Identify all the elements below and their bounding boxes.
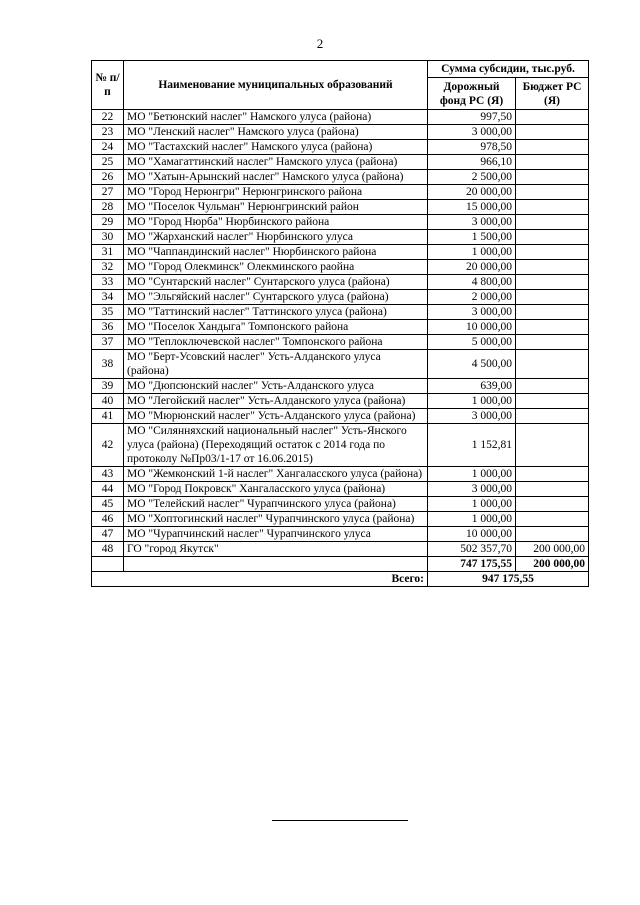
table-row [92, 200, 589, 215]
table-row [92, 335, 589, 350]
municipality-name: МО "Чаппандинский наслег" Нюрбинского района [124, 245, 428, 260]
budget-value [516, 290, 589, 305]
header-subsidy: Сумма субсидии, тыс.руб. [428, 61, 589, 78]
row-number: 27 [92, 185, 124, 200]
municipality-name: МО "Хоптогинский наслег" Чурапчинского улуса (района) [124, 512, 428, 527]
budget-value [516, 335, 589, 350]
road-fund-value: 1 000,00 [428, 394, 516, 409]
budget-value [516, 379, 589, 394]
header-budget: Бюджет РС (Я) [516, 78, 589, 110]
table-row [92, 424, 589, 467]
budget-value [516, 215, 589, 230]
budget-value [516, 320, 589, 335]
total-budget: 200 000,00 [516, 557, 589, 572]
table-row [92, 140, 589, 155]
budget-value: 200 000,00 [516, 542, 589, 557]
table-row [92, 305, 589, 320]
municipality-name: МО "Поселок Хандыга" Томпонского района [124, 320, 428, 335]
budget-value [516, 394, 589, 409]
road-fund-value: 5 000,00 [428, 335, 516, 350]
row-number: 40 [92, 394, 124, 409]
road-fund-value: 3 000,00 [428, 305, 516, 320]
budget-value [516, 424, 589, 467]
municipality-name: МО "Сунтарский наслег" Сунтарского улуса (района) [124, 275, 428, 290]
budget-value [516, 125, 589, 140]
header-name: Наименование муниципальных образований [124, 61, 428, 110]
subsidy-table [91, 60, 589, 587]
road-fund-value: 997,50 [428, 110, 516, 125]
table-row [92, 497, 589, 512]
budget-value [516, 512, 589, 527]
row-number: 34 [92, 290, 124, 305]
road-fund-value: 3 000,00 [428, 409, 516, 424]
table-row [92, 170, 589, 185]
municipality-name: МО "Жарханский наслег" Нюрбинского улуса [124, 230, 428, 245]
totals-num-cell [92, 557, 124, 572]
road-fund-value: 20 000,00 [428, 260, 516, 275]
road-fund-value: 1 000,00 [428, 245, 516, 260]
row-number: 48 [92, 542, 124, 557]
municipality-name: МО "Поселок Чульман" Нерюнгринский район [124, 200, 428, 215]
municipality-name: МО "Бетюнский наслег" Намского улуса (района) [124, 110, 428, 125]
municipality-name: МО "Город Покровск" Хангаласского улуса (района) [124, 482, 428, 497]
municipality-name: МО "Город Нюрба" Нюрбинского района [124, 215, 428, 230]
budget-value [516, 110, 589, 125]
budget-value [516, 467, 589, 482]
table-row [92, 185, 589, 200]
budget-value [516, 527, 589, 542]
table-row [92, 215, 589, 230]
municipality-name: МО "Мюрюнский наслег" Усть-Алданского улуса (района) [124, 409, 428, 424]
municipality-name: МО "Город Олекминск" Олекминского раойна [124, 260, 428, 275]
municipality-name: МО "Берт-Усовский наслег" Усть-Алданского улуса (района) [124, 350, 428, 379]
grand-total-value: 947 175,55 [428, 572, 589, 587]
header-road-fund: Дорожный фонд РС (Я) [428, 78, 516, 110]
road-fund-value: 3 000,00 [428, 215, 516, 230]
municipality-name: МО "Теплоключевской наслег" Томпонского района [124, 335, 428, 350]
municipality-name: МО "Хатын-Арынский наслег" Намского улуса (района) [124, 170, 428, 185]
table-row [92, 409, 589, 424]
budget-value [516, 482, 589, 497]
road-fund-value: 10 000,00 [428, 320, 516, 335]
road-fund-value: 1 152,81 [428, 424, 516, 467]
row-number: 41 [92, 409, 124, 424]
table-row [92, 542, 589, 557]
row-number: 24 [92, 140, 124, 155]
budget-value [516, 230, 589, 245]
row-number: 23 [92, 125, 124, 140]
municipality-name: МО "Силянняхский национальный наслег" Усть-Янского улуса (района) (Переходящий остаток с 2014 года по протоколу №Пр03/1-17 от 16.06.2015) [124, 424, 428, 467]
road-fund-value: 1 000,00 [428, 467, 516, 482]
municipality-name: МО "Эльгяйский наслег" Сунтарского улуса (района) [124, 290, 428, 305]
table-row [92, 230, 589, 245]
road-fund-value: 502 357,70 [428, 542, 516, 557]
road-fund-value: 978,50 [428, 140, 516, 155]
municipality-name: МО "Телейский наслег" Чурапчинского улуса (района) [124, 497, 428, 512]
table-row [92, 275, 589, 290]
row-number: 31 [92, 245, 124, 260]
table-body [92, 110, 589, 557]
municipality-name: МО "Город Нерюнгри" Нерюнгринского района [124, 185, 428, 200]
row-number: 44 [92, 482, 124, 497]
road-fund-value: 3 000,00 [428, 125, 516, 140]
row-number: 42 [92, 424, 124, 467]
table-row [92, 379, 589, 394]
row-number: 46 [92, 512, 124, 527]
row-number: 29 [92, 215, 124, 230]
total-road-fund: 747 175,55 [428, 557, 516, 572]
row-number: 37 [92, 335, 124, 350]
budget-value [516, 350, 589, 379]
municipality-name: МО "Тастахский наслег" Намского улуса (района) [124, 140, 428, 155]
table-header [92, 61, 589, 110]
table-row [92, 482, 589, 497]
road-fund-value: 1 000,00 [428, 512, 516, 527]
row-number: 45 [92, 497, 124, 512]
totals-row [92, 557, 589, 572]
road-fund-value: 966,10 [428, 155, 516, 170]
road-fund-value: 4 500,00 [428, 350, 516, 379]
grand-total-label: Всего: [92, 572, 428, 587]
signature-line [272, 820, 408, 821]
row-number: 26 [92, 170, 124, 185]
table-row [92, 350, 589, 379]
municipality-name: МО "Хамагаттинский наслег" Намского улуса (района) [124, 155, 428, 170]
road-fund-value: 1 500,00 [428, 230, 516, 245]
road-fund-value: 2 500,00 [428, 170, 516, 185]
budget-value [516, 409, 589, 424]
row-number: 30 [92, 230, 124, 245]
road-fund-value: 639,00 [428, 379, 516, 394]
budget-value [516, 200, 589, 215]
municipality-name: МО "Ленский наслег" Намского улуса (района) [124, 125, 428, 140]
road-fund-value: 1 000,00 [428, 497, 516, 512]
table-row [92, 394, 589, 409]
page-number: 2 [316, 36, 324, 51]
table-row [92, 260, 589, 275]
row-number: 47 [92, 527, 124, 542]
budget-value [516, 245, 589, 260]
row-number: 22 [92, 110, 124, 125]
municipality-name: МО "Чурапчинский наслег" Чурапчинского улуса [124, 527, 428, 542]
road-fund-value: 2 000,00 [428, 290, 516, 305]
row-number: 32 [92, 260, 124, 275]
table-row [92, 110, 589, 125]
totals-name-cell [124, 557, 428, 572]
table-row [92, 155, 589, 170]
row-number: 35 [92, 305, 124, 320]
table-row [92, 290, 589, 305]
row-number: 28 [92, 200, 124, 215]
budget-value [516, 140, 589, 155]
table-row [92, 527, 589, 542]
table-row [92, 320, 589, 335]
municipality-name: ГО "город Якутск" [124, 542, 428, 557]
municipality-name: МО "Легойский наслег" Усть-Алданского улуса (района) [124, 394, 428, 409]
table-row [92, 125, 589, 140]
road-fund-value: 20 000,00 [428, 185, 516, 200]
budget-value [516, 497, 589, 512]
road-fund-value: 4 800,00 [428, 275, 516, 290]
row-number: 38 [92, 350, 124, 379]
budget-value [516, 275, 589, 290]
table-row [92, 467, 589, 482]
budget-value [516, 155, 589, 170]
table-row [92, 512, 589, 527]
row-number: 43 [92, 467, 124, 482]
municipality-name: МО "Жемконский 1-й наслег" Хангаласского улуса (района) [124, 467, 428, 482]
budget-value [516, 305, 589, 320]
budget-value [516, 185, 589, 200]
row-number: 39 [92, 379, 124, 394]
budget-value [516, 170, 589, 185]
municipality-name: МО "Дюпсюнский наслег" Усть-Алданского улуса [124, 379, 428, 394]
row-number: 25 [92, 155, 124, 170]
table-row [92, 245, 589, 260]
budget-value [516, 260, 589, 275]
row-number: 36 [92, 320, 124, 335]
municipality-name: МО "Таттинский наслег" Таттинского улуса (района) [124, 305, 428, 320]
grand-total-row [92, 572, 589, 587]
row-number: 33 [92, 275, 124, 290]
header-num: № п/п [92, 61, 124, 110]
road-fund-value: 15 000,00 [428, 200, 516, 215]
road-fund-value: 3 000,00 [428, 482, 516, 497]
road-fund-value: 10 000,00 [428, 527, 516, 542]
